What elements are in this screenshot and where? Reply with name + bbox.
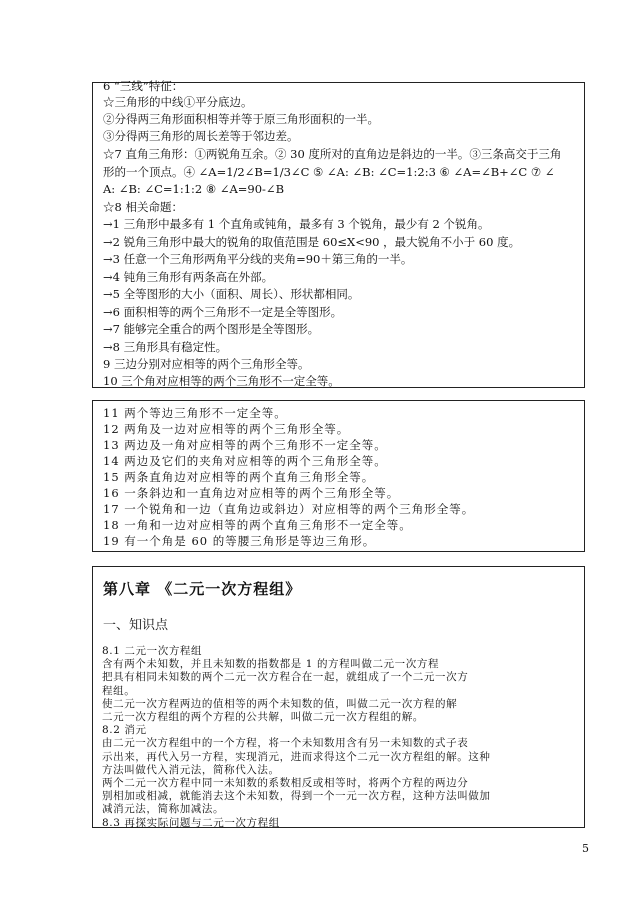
text-line: 示出来，再代入另一方程，实现消元，进而求得这个二元一次方程组的解。这种 bbox=[102, 750, 491, 763]
chapter-title: 第八章 《二元一次方程组》 bbox=[103, 580, 302, 598]
text-line: 16 一条斜边和一直角边对应相等的两个三角形全等。 bbox=[103, 486, 400, 500]
text-line: 13 两边及一角对应相等的两个三角形不一定全等。 bbox=[103, 438, 387, 452]
text-line: 8.2 消元 bbox=[102, 724, 147, 737]
text-line: ☆三角形的中线①平分底边。 bbox=[103, 95, 253, 109]
text-line: 12 两角及一边对应相等的两个三角形全等。 bbox=[103, 422, 350, 436]
text-line: →2 锐角三角形中最大的锐角的取值范围是 60≤X<90 ，最大锐角不小于 60 度。 bbox=[103, 235, 521, 249]
text-line: ☆8 相关命题： bbox=[103, 200, 183, 214]
text-line: 别相加或相减，就能消去这个未知数，得到一个一元一次方程，这种方法叫做加 bbox=[102, 790, 491, 803]
text-line: 方法叫做代入消元法，简称代入法。 bbox=[102, 763, 280, 776]
text-line: →4 钝角三角形有两条高在外部。 bbox=[103, 270, 274, 284]
text-line: 8.1 二元一次方程组 bbox=[102, 645, 203, 657]
text-line: 二元一次方程组的两个方程的公共解，叫做二元一次方程组的解。 bbox=[102, 711, 424, 723]
text-line: A: ∠B: ∠C=1:1:2 ⑧ ∠A=90-∠B bbox=[103, 182, 285, 196]
text-line: 含有两个未知数，并且未知数的指数都是 1 的方程叫做二元一次方程 bbox=[102, 658, 440, 671]
text-line: 8.3 再探实际问题与二元一次方程组 bbox=[102, 816, 280, 829]
text-line: 6 “三线”特征： bbox=[103, 79, 184, 93]
text-line: →6 面积相等的两个三角形不一定是全等图形。 bbox=[103, 305, 343, 319]
text-line: 9 三边分别对应相等的两个三角形全等。 bbox=[103, 357, 310, 371]
text-line: →1 三角形中最多有 1 个直角或钝角，最多有 3 个锐角，最少有 2 个锐角。 bbox=[103, 217, 490, 231]
text-line: 由二元一次方程组中的一个方程，将一个未知数用含有另一未知数的式子表 bbox=[102, 737, 469, 750]
text-line: ③分得两三角形的周长差等于邻边差。 bbox=[103, 129, 299, 143]
section-title: 一、知识点 bbox=[103, 618, 169, 633]
text-line: →5 全等图形的大小（面积、周长）、形状都相同。 bbox=[103, 287, 360, 301]
text-line: 程组。 bbox=[102, 684, 136, 697]
text-line: 减消元法，简称加减法。 bbox=[102, 803, 225, 816]
text-line: 10 三个角对应相等的两个三角形不一定全等。 bbox=[103, 374, 340, 388]
text-line: 使二元一次方程两边的值相等的两个未知数的值，叫做二元一次方程的解 bbox=[102, 697, 458, 710]
text-line: →8 三角形具有稳定性。 bbox=[103, 340, 228, 354]
page-number: 5 bbox=[582, 842, 589, 855]
text-line: 14 两边及它们的夹角对应相等的两个三角形全等。 bbox=[103, 454, 387, 468]
congruence-propositions-box bbox=[92, 400, 585, 552]
text-line: 15 两条直角边对应相等的两个直角三角形全等。 bbox=[103, 470, 375, 484]
text-line: →7 能够完全重合的两个图形是全等图形。 bbox=[103, 322, 320, 336]
text-line: ☆7 直角三角形：①两锐角互余。② 30 度所对的直角边是斜边的一半。③三条高交于三角 bbox=[103, 147, 562, 161]
text-line: 把具有相同未知数的两个二元一次方程合在一起，就组成了一个二元一次方 bbox=[102, 671, 469, 684]
triangle-properties-box bbox=[92, 79, 585, 388]
text-line: 两个二元一次方程中同一未知数的系数相反或相等时，将两个方程的两边分 bbox=[102, 777, 469, 789]
text-line: 11 两个等边三角形不一定全等。 bbox=[103, 406, 287, 420]
text-line: ②分得两三角形面积相等并等于原三角形面积的一半。 bbox=[103, 112, 379, 126]
text-line: →3 任意一个三角形两角平分线的夹角=90＋第三角的一半。 bbox=[103, 252, 413, 266]
text-line: 18 一角和一边对应相等的两个直角三角形不一定全等。 bbox=[103, 518, 412, 532]
text-line: 形的一个顶点。④ ∠A=1/2∠B=1/3∠C ⑤ ∠A: ∠B: ∠C=1:2:3 ⑥ ∠A=∠B+∠C ⑦ ∠ bbox=[103, 165, 555, 179]
text-line: 19 有一个角是 60 的等腰三角形是等边三角形。 bbox=[103, 534, 376, 548]
text-line: 17 一个锐角和一边（直角边或斜边）对应相等的两个三角形全等。 bbox=[103, 502, 475, 516]
